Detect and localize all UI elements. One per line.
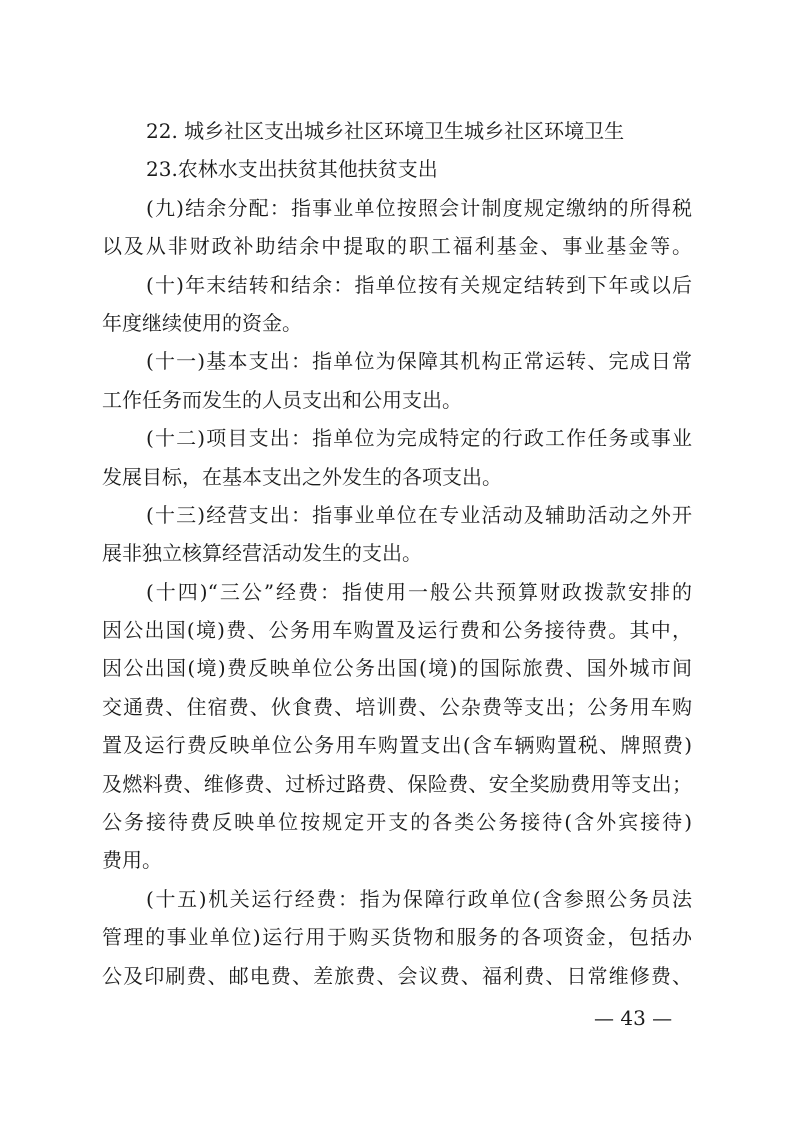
- body-text: [102, 112, 692, 995]
- text-line: 管理的事业单位)运行用于购买货物和服务的各项资金，包括办: [102, 925, 692, 950]
- text-line: 公务接待费反映单位按规定开支的各类公务接待(含外宾接待): [102, 810, 692, 835]
- text-line: 展非独立核算经营活动发生的支出。: [102, 541, 422, 566]
- text-line: (十二)项目支出：指单位为完成特定的行政工作任务或事业: [146, 426, 692, 451]
- text-line: (九)结余分配：指事业单位按照会计制度规定缴纳的所得税: [146, 195, 692, 220]
- text-line: (十四)“三公”经费：指使用一般公共预算财政拨款安排的: [146, 579, 692, 604]
- page-number: — 43 —: [594, 1006, 673, 1030]
- text-line: 工作任务而发生的人员支出和公用支出。: [102, 387, 462, 412]
- text-line: 费用。: [102, 848, 162, 873]
- text-line: 以及从非财政补助结余中提取的职工福利基金、事业基金等。: [102, 234, 692, 259]
- text-line: 及燃料费、维修费、过桥过路费、保险费、安全奖励费用等支出；: [102, 771, 692, 796]
- text-line: 因公出国(境)费反映单位公务出国(境)的国际旅费、国外城市间: [102, 656, 692, 681]
- text-line: (十)年末结转和结余：指单位按有关规定结转到下年或以后: [146, 272, 692, 297]
- text-line: (十三)经营支出：指事业单位在专业活动及辅助活动之外开: [146, 502, 692, 527]
- text-line: 发展目标，在基本支出之外发生的各项支出。: [102, 464, 502, 489]
- text-line: (十一)基本支出：指单位为保障其机构正常运转、完成日常: [146, 349, 692, 374]
- text-line: 置及运行费反映单位公务用车购置支出(含车辆购置税、牌照费): [102, 733, 692, 758]
- text-line: (十五)机关运行经费：指为保障行政单位(含参照公务员法: [146, 886, 692, 911]
- text-line: 23.农林水支出扶贫其他扶贫支出: [146, 157, 438, 182]
- text-line: 22. 城乡社区支出城乡社区环境卫生城乡社区环境卫生: [146, 119, 625, 143]
- text-line: 公及印刷费、邮电费、差旅费、会议费、福利费、日常维修费、: [102, 963, 692, 988]
- text-line: 因公出国(境)费、公务用车购置及运行费和公务接待费。其中，: [102, 618, 692, 643]
- text-line: 交通费、住宿费、伙食费、培训费、公杂费等支出；公务用车购: [102, 694, 692, 719]
- text-line: 年度继续使用的资金。: [102, 310, 302, 335]
